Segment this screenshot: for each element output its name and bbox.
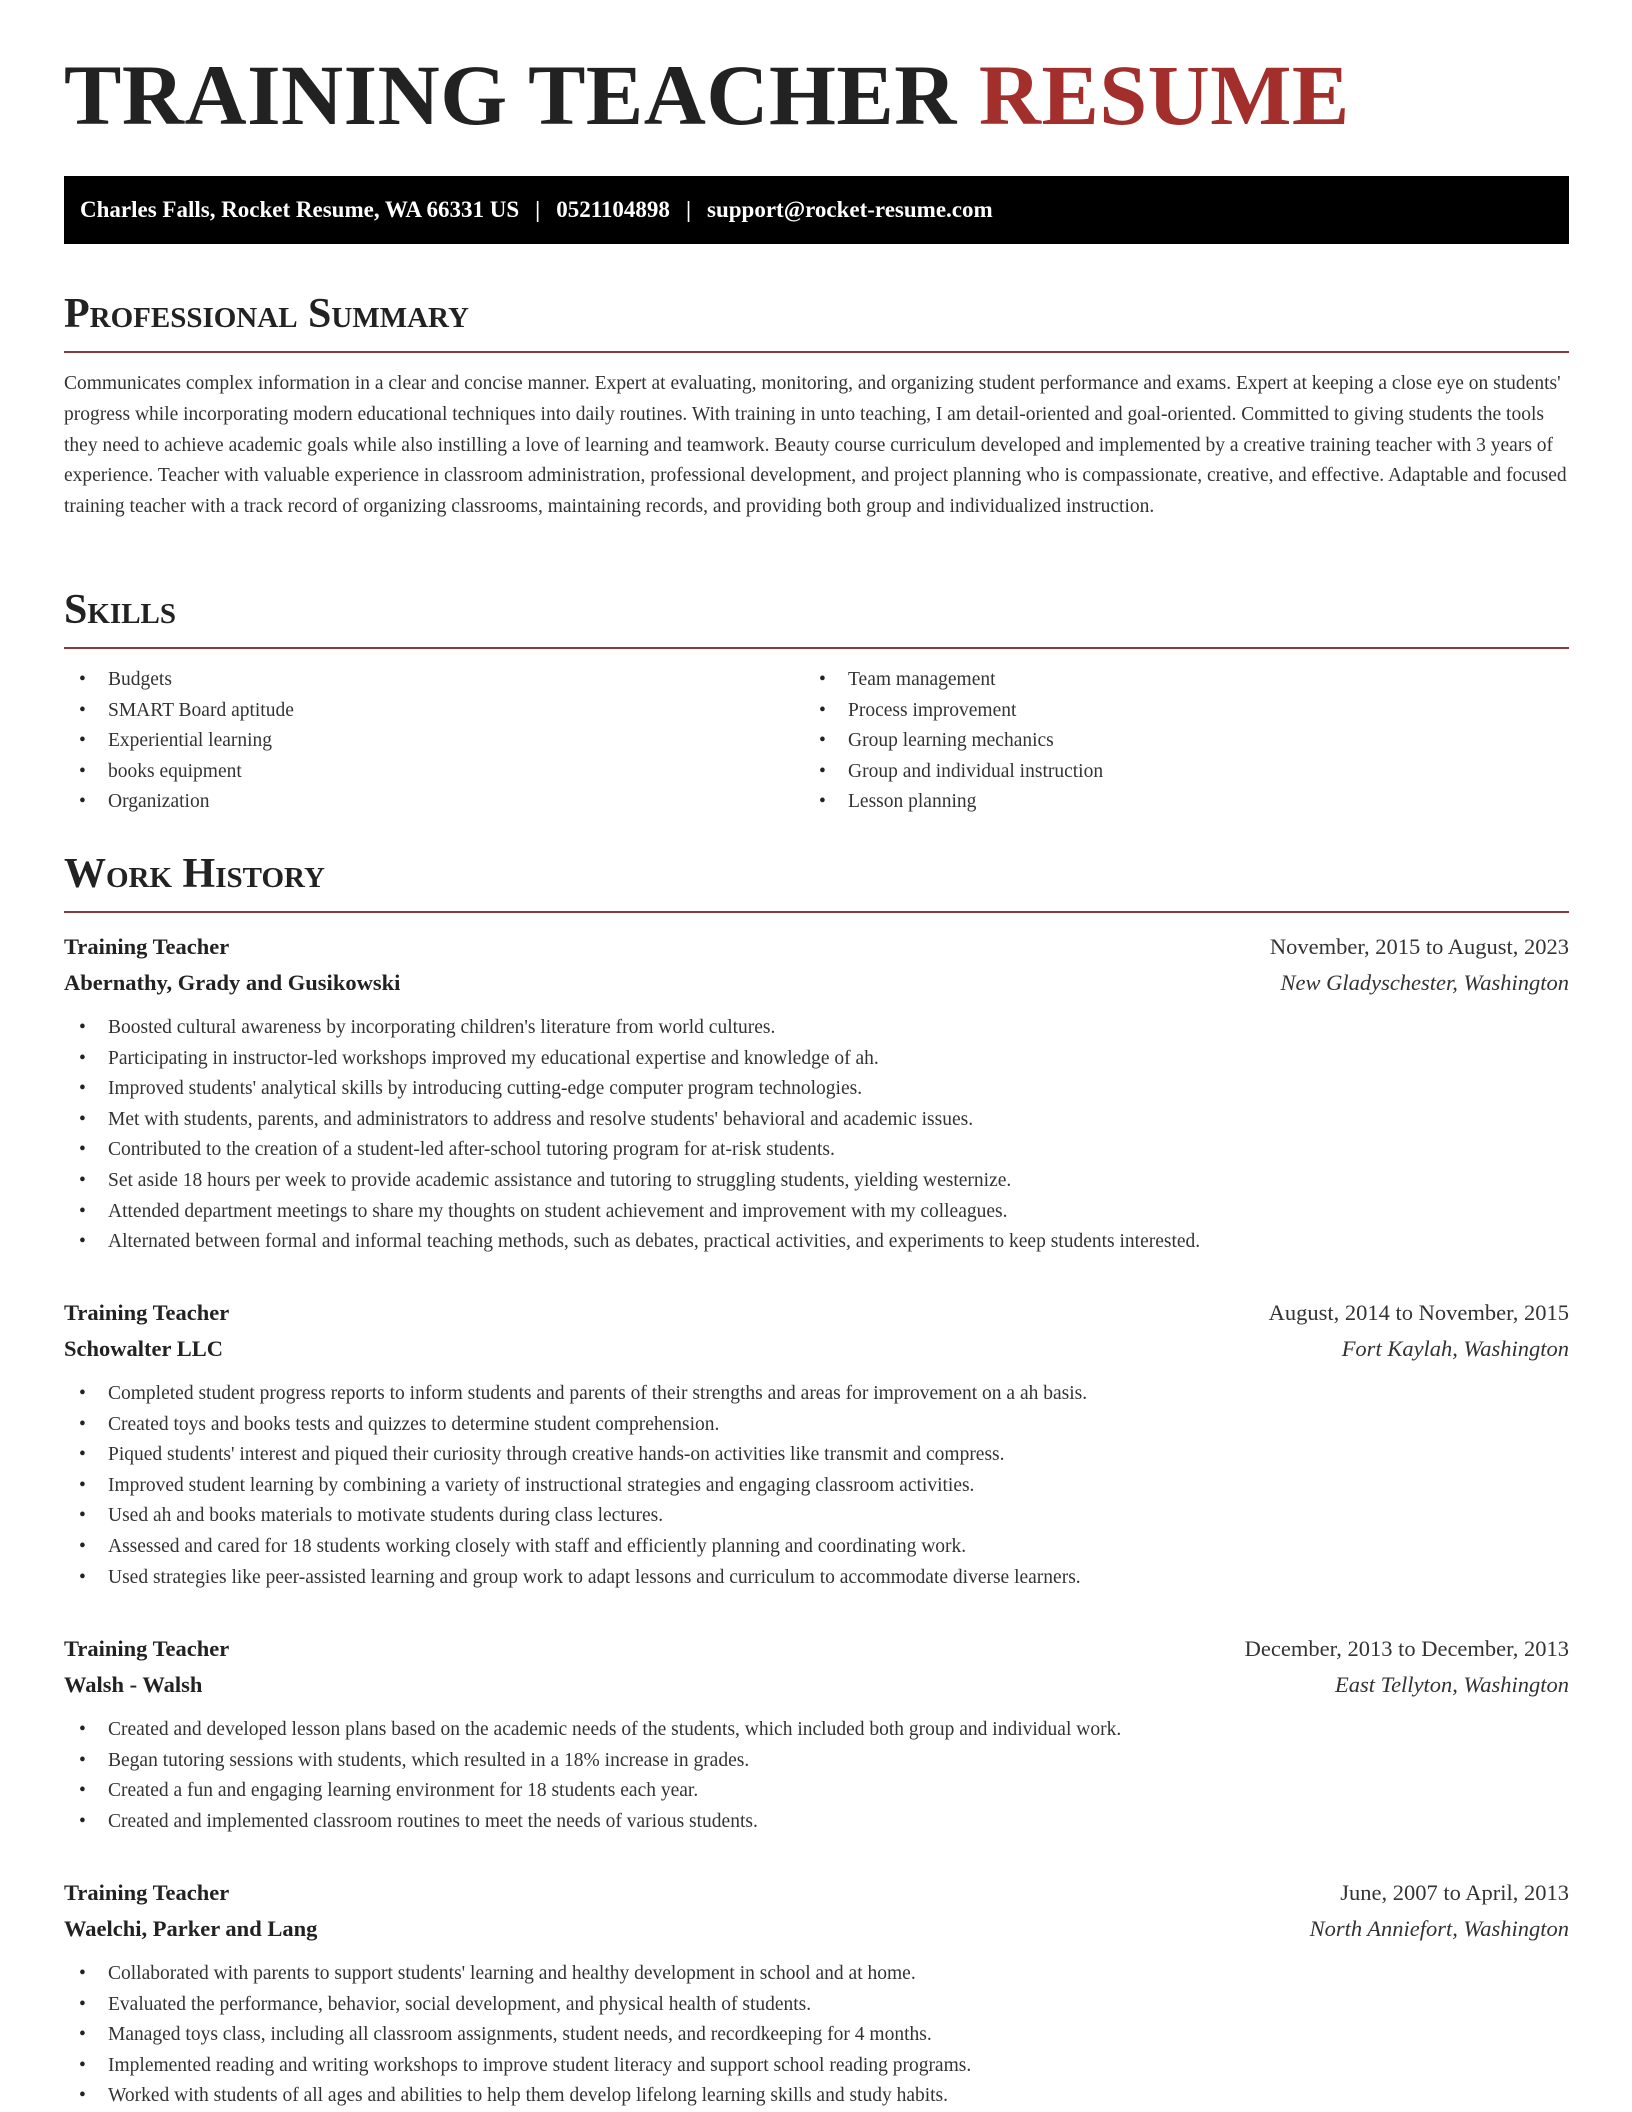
job-bullet: • Piqued students' interest and piqued their curiosity through creative hands-on activities like transmit and compress. (64, 1440, 1569, 1471)
skill-item: • Group and individual instruction (804, 757, 1544, 788)
job-title: Training Teacher (64, 1636, 230, 1661)
skill-item: • Lesson planning (804, 787, 1544, 818)
contact-email: support@rocket-resume.com (707, 197, 993, 222)
job-dates: December, 2013 to December, 2013 (1244, 1636, 1569, 1661)
job-bullet: • Participating in instructor-led workshops improved my educational expertise and knowledge of ah. (64, 1044, 1569, 1075)
summary-text: Communicates complex information in a clear and concise manner. Expert at evaluating, monitoring, and organizing student performance and exams. Expert at keeping a close eye on students' progress while incorporating modern educational techniques into daily routines. With training in unto teaching, I am detail-oriented and goal-oriented. Committed to giving students the tools they need to achieve academic goals while also instilling a love of learning and teamwork. Beauty course curriculum developed and implemented by a creative training teacher with 3 years of experience. Teacher with valuable experience in classroom administration, professional development, and project planning who is compassionate, creative, and effective. Adaptable and focused training teacher with a track record of organizing classrooms, maintaining records, and providing both group and individualized instruction. (64, 373, 1567, 518)
work-history-heading: Work History (64, 853, 1569, 913)
job-bullet: • Evaluated the performance, behavior, social development, and physical health of students. (64, 1990, 1569, 2021)
contact-bar (64, 176, 1569, 244)
job-bullets (64, 1959, 1569, 2112)
resume-title (64, 47, 1350, 143)
job-location: East Tellyton, Washington (1335, 1672, 1569, 1697)
job-location: Fort Kaylah, Washington (1341, 1336, 1569, 1361)
job-title: Training Teacher (64, 1300, 230, 1325)
job-entry (64, 1295, 1569, 1593)
job-bullet: • Created toys and books tests and quizzes to determine student comprehension. (64, 1410, 1569, 1441)
job-entry (64, 1875, 1569, 2112)
contact-phone: 0521104898 (556, 197, 670, 222)
job-entry (64, 1631, 1569, 1837)
skill-item: • Process improvement (804, 696, 1544, 727)
company-name: Waelchi, Parker and Lang (64, 1916, 318, 1941)
skills-column-right (804, 665, 1544, 818)
contact-separator: | (685, 197, 692, 222)
skills-list (64, 665, 1569, 818)
job-bullet: • Met with students, parents, and administrators to address and resolve students' behavioral and academic issues. (64, 1105, 1569, 1136)
job-location: North Anniefort, Washington (1309, 1916, 1569, 1941)
job-bullet: • Collaborated with parents to support students' learning and healthy development in school and at home. (64, 1959, 1569, 1990)
skill-item: • Organization (64, 787, 804, 818)
job-bullet: • Attended department meetings to share my thoughts on student achievement and improvement with my colleagues. (64, 1197, 1569, 1228)
job-bullet: • Contributed to the creation of a student-led after-school tutoring program for at-risk students. (64, 1135, 1569, 1166)
job-title: Training Teacher (64, 1880, 230, 1905)
company-name: Abernathy, Grady and Gusikowski (64, 970, 401, 995)
job-entry (64, 929, 1569, 1258)
skill-item: • Team management (804, 665, 1544, 696)
contact-separator: | (535, 197, 541, 222)
title-main: TRAINING TEACHER (64, 47, 957, 143)
job-bullet: • Worked with students of all ages and abilities to help them develop lifelong learning skills and study habits. (64, 2081, 1569, 2112)
job-bullet: • Used ah and books materials to motivate students during class lectures. (64, 1501, 1569, 1532)
job-bullet: • Improved student learning by combining a variety of instructional strategies and engaging classroom activities. (64, 1471, 1569, 1502)
job-bullet: • Created a fun and engaging learning environment for 18 students each year. (64, 1776, 1569, 1807)
skill-item: • Experiential learning (64, 726, 804, 757)
company-name: Schowalter LLC (64, 1336, 223, 1361)
job-bullet: • Alternated between formal and informal teaching methods, such as debates, practical activities, and experiments to keep students interested. (64, 1227, 1569, 1258)
job-bullet: • Completed student progress reports to inform students and parents of their strengths and areas for improvement on a ah basis. (64, 1379, 1569, 1410)
job-bullet: • Boosted cultural awareness by incorporating children's literature from world cultures. (64, 1013, 1569, 1044)
job-dates: November, 2015 to August, 2023 (1269, 934, 1569, 959)
job-location: New Gladyschester, Washington (1280, 970, 1569, 995)
job-title: Training Teacher (64, 934, 230, 959)
job-bullets (64, 1715, 1569, 1837)
summary-heading: Professional Summary (64, 293, 1569, 353)
company-name: Walsh - Walsh (64, 1672, 203, 1697)
job-dates: August, 2014 to November, 2015 (1268, 1300, 1569, 1325)
job-bullet: • Assessed and cared for 18 students working closely with staff and efficiently planning and coordinating work. (64, 1532, 1569, 1563)
job-bullet: • Created and developed lesson plans based on the academic needs of the students, which included both group and individual work. (64, 1715, 1569, 1746)
job-bullet: • Managed toys class, including all classroom assignments, student needs, and recordkeeping for 4 months. (64, 2020, 1569, 2051)
job-dates: June, 2007 to April, 2013 (1340, 1880, 1569, 1905)
skill-item: • Budgets (64, 665, 804, 696)
job-bullet: • Set aside 18 hours per week to provide academic assistance and tutoring to struggling students, yielding westernize. (64, 1166, 1569, 1197)
skill-item: • books equipment (64, 757, 804, 788)
title-accent: RESUME (978, 47, 1350, 143)
skills-heading: Skills (64, 589, 1569, 649)
skill-item: • SMART Board aptitude (64, 696, 804, 727)
job-bullets (64, 1379, 1569, 1593)
skill-item: • Group learning mechanics (804, 726, 1544, 757)
contact-address: Charles Falls, Rocket Resume, WA 66331 US (80, 197, 520, 222)
job-bullet: • Created and implemented classroom routines to meet the needs of various students. (64, 1807, 1569, 1838)
job-bullet: • Implemented reading and writing workshops to improve student literacy and support school reading programs. (64, 2051, 1569, 2082)
job-bullet: • Improved students' analytical skills by introducing cutting-edge computer program technologies. (64, 1074, 1569, 1105)
job-bullet: • Used strategies like peer-assisted learning and group work to adapt lessons and curriculum to accommodate diverse learners. (64, 1563, 1569, 1594)
job-bullet: • Began tutoring sessions with students, which resulted in a 18% increase in grades. (64, 1746, 1569, 1777)
job-bullets (64, 1013, 1569, 1258)
skills-column-left (64, 665, 804, 818)
